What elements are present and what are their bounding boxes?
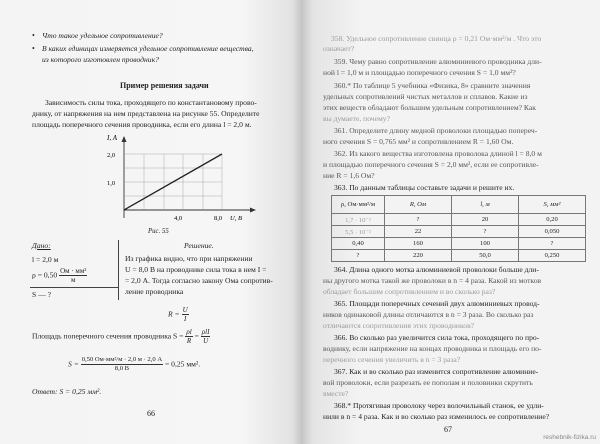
bullet-icon: • [32, 31, 35, 40]
problem-367-cont: вой проволоки, если разрезать ее пополам и половинки скрутить [323, 378, 533, 387]
table-cell: ? [519, 238, 586, 250]
problem-367: 367. Как и во сколько раз изменится сопротивление алюминие- [334, 367, 539, 376]
table-row [332, 250, 586, 262]
problem-364-cont: обладает большим сопротивлением и во сколько раз? [323, 287, 496, 296]
problem-362-cont: и площадью поперечного сечения S = 2,0 мм², если ее сопротивле- [323, 160, 539, 169]
table-cell: 50,0 [452, 250, 519, 262]
problem-368: 368.* Протягивая проволоку через волочильный станок, ее удли- [334, 401, 544, 410]
table-cell: ? [385, 214, 452, 226]
problem-363-table [331, 195, 586, 262]
problem-360-cont: этих веществ обладают большим удельным сопротивлением? Как [323, 103, 536, 112]
table-cell: 220 [385, 250, 452, 262]
table-cell: 22 [385, 226, 452, 238]
problem-359: 359. Чему равно сопротивление алюминиевого проводника дли- [334, 57, 542, 66]
given-title: Дано: [32, 241, 51, 250]
problem-365-cont: отличаются сопротивления этих проводников? [323, 321, 475, 330]
table-cell: 5,5 · 10⁻² [332, 226, 385, 238]
solution-line: ление проводника [125, 287, 184, 296]
problem-362-cont: ние R = 1,6 Ом? [323, 171, 375, 180]
table-cell: 0,20 [519, 214, 586, 226]
table-cell: ? [332, 250, 385, 262]
solution-line: Из графика видно, что при напряжении [125, 254, 253, 263]
problem-line: днику, от напряжения на нем представлена на рисунке 55. Определите [32, 109, 260, 118]
problem-366-cont: перечного сечения увеличить в n = 3 раза? [323, 355, 461, 364]
given-divider [30, 287, 118, 288]
x-axis-arrow-icon [250, 208, 256, 213]
example-title: Пример решения задачи [120, 81, 209, 90]
current-voltage-graph [104, 130, 274, 226]
table-row [332, 226, 586, 238]
problem-362: 362. Из какого вещества изготовлена проволока длиной l = 8,0 м [334, 149, 542, 158]
problem-360: 360.* По таблице 5 учебника «Физика, 8» сравните значения [334, 81, 531, 90]
table-header-cell: l, м [452, 196, 519, 214]
solution-title: Решение. [184, 241, 214, 250]
problem-364: 364. Длина одного мотка алюминиевой проволоки больше дли- [334, 265, 539, 274]
x-tick-label: 4,0 [174, 215, 183, 222]
table-cell: 0,050 [519, 226, 586, 238]
problem-line: площадь поперечного сечения проводника, если его длина l = 2,0 м. [32, 120, 252, 129]
question-text: Что такое удельное сопротивление? [42, 31, 163, 40]
table-cell: 1,7 · 10⁻² [332, 214, 385, 226]
solution-line: = 2,0 А. Тогда согласно закону Ома сопротив- [125, 276, 273, 285]
bullet-icon: • [32, 44, 35, 53]
given-separator [118, 240, 119, 300]
problem-line: Зависимость силы тока, проходящего по константановому прово- [45, 98, 257, 107]
problem-365-cont: ников одинаковой длины отличаются в n = 3 раза. Во сколько раз [323, 310, 534, 319]
problem-364-cont: ны другого мотка такой же проволоки в n = 4 раза. Какой из мотков [323, 276, 542, 285]
table-cell: 0,250 [519, 250, 586, 262]
right-page [301, 0, 600, 444]
problem-358: 358. Удельное сопротивление свинца ρ = 0,21 Ом·мм²/м . Что это [331, 34, 542, 43]
table-cell: 160 [385, 238, 452, 250]
table-header-cell: R, Ом [385, 196, 452, 214]
given-resistivity: ρ = 0,50 $\frac{\text{Ом · мм²}}{м}$ [32, 267, 87, 284]
area-formula: Площадь поперечного сечения проводника S = $\frac{\rho l}{R}$ = $\frac{\text{ρlI}}{U}$ [32, 328, 210, 345]
table-header-cell: S, мм² [519, 196, 586, 214]
problem-360-cont: вы думаете, почему? [323, 114, 390, 123]
table-header-cell: ρ, Ом·мм²/м [332, 196, 385, 214]
figure-caption: Рис. 55 [148, 228, 169, 235]
problem-361: 361. Определите длину медной проволоки площадью попереч- [334, 126, 538, 135]
table-header-row [332, 196, 586, 214]
problem-366-cont: воднику, если напряжение на концах проводника и площадь его по- [323, 344, 542, 353]
y-tick-label: 2,0 [107, 152, 116, 159]
y-axis-arrow-icon [122, 136, 127, 142]
calculation: S = $\frac{\text{0,50 Ом·мм²/м · 2,0 м · 2,0 А}}{8,0 В}$ = 0,25 мм². [68, 356, 201, 372]
table-cell: ? [452, 226, 519, 238]
question-text: из которого изготовлен проводник? [42, 55, 159, 64]
table-row [332, 238, 586, 250]
page-number: 67 [444, 425, 452, 434]
page-number: 66 [147, 409, 155, 418]
watermark: reshebnik-fizika.ru [543, 434, 596, 441]
table-cell: 100 [452, 238, 519, 250]
problem-368-cont: нили в n = 4 раза. Как и во сколько раз изменилось ее сопротивление? [323, 412, 550, 421]
y-tick-label: 1,0 [107, 180, 116, 187]
solution-line: U = 8,0 В на проводнике сила тока в нем I = [125, 265, 267, 274]
problem-361-cont: ного сечения S = 0,765 мм² и сопротивлением R = 1,60 Ом. [323, 137, 514, 146]
problem-365: 365. Площади поперечных сечений двух алюминиевых провод- [334, 299, 540, 308]
ohm-law-formula: R = $\frac{U}{I}$ [168, 306, 188, 323]
problem-367-cont: вместе? [323, 389, 349, 398]
problem-363: 363. По данным таблицы составьте задачи и решите их. [334, 183, 515, 192]
problem-358-cont: означает? [323, 44, 355, 53]
given-length: l = 2,0 м [32, 255, 59, 264]
table-cell: 20 [452, 214, 519, 226]
table-cell: 0,40 [332, 238, 385, 250]
answer: Ответ: S = 0,25 мм². [32, 387, 102, 396]
x-axis-label: U, В [230, 215, 242, 222]
x-tick-label: 8,0 [214, 215, 223, 222]
problem-360-cont: удельных сопротивлений чистых металлов и сплавов. Какие из [323, 92, 528, 101]
question-text: В каких единицах измеряется удельное сопротивление вещества, [42, 44, 254, 53]
table-row [332, 214, 586, 226]
problem-366: 366. Во сколько раз увеличится сила тока, проходящего по про- [334, 333, 540, 342]
given-unknown: S — ? [32, 290, 51, 299]
y-axis-label: I, A [107, 134, 117, 142]
problem-359-cont: ной l = 1,0 м и площадью поперечного сечения S = 1,0 мм²? [323, 68, 516, 77]
